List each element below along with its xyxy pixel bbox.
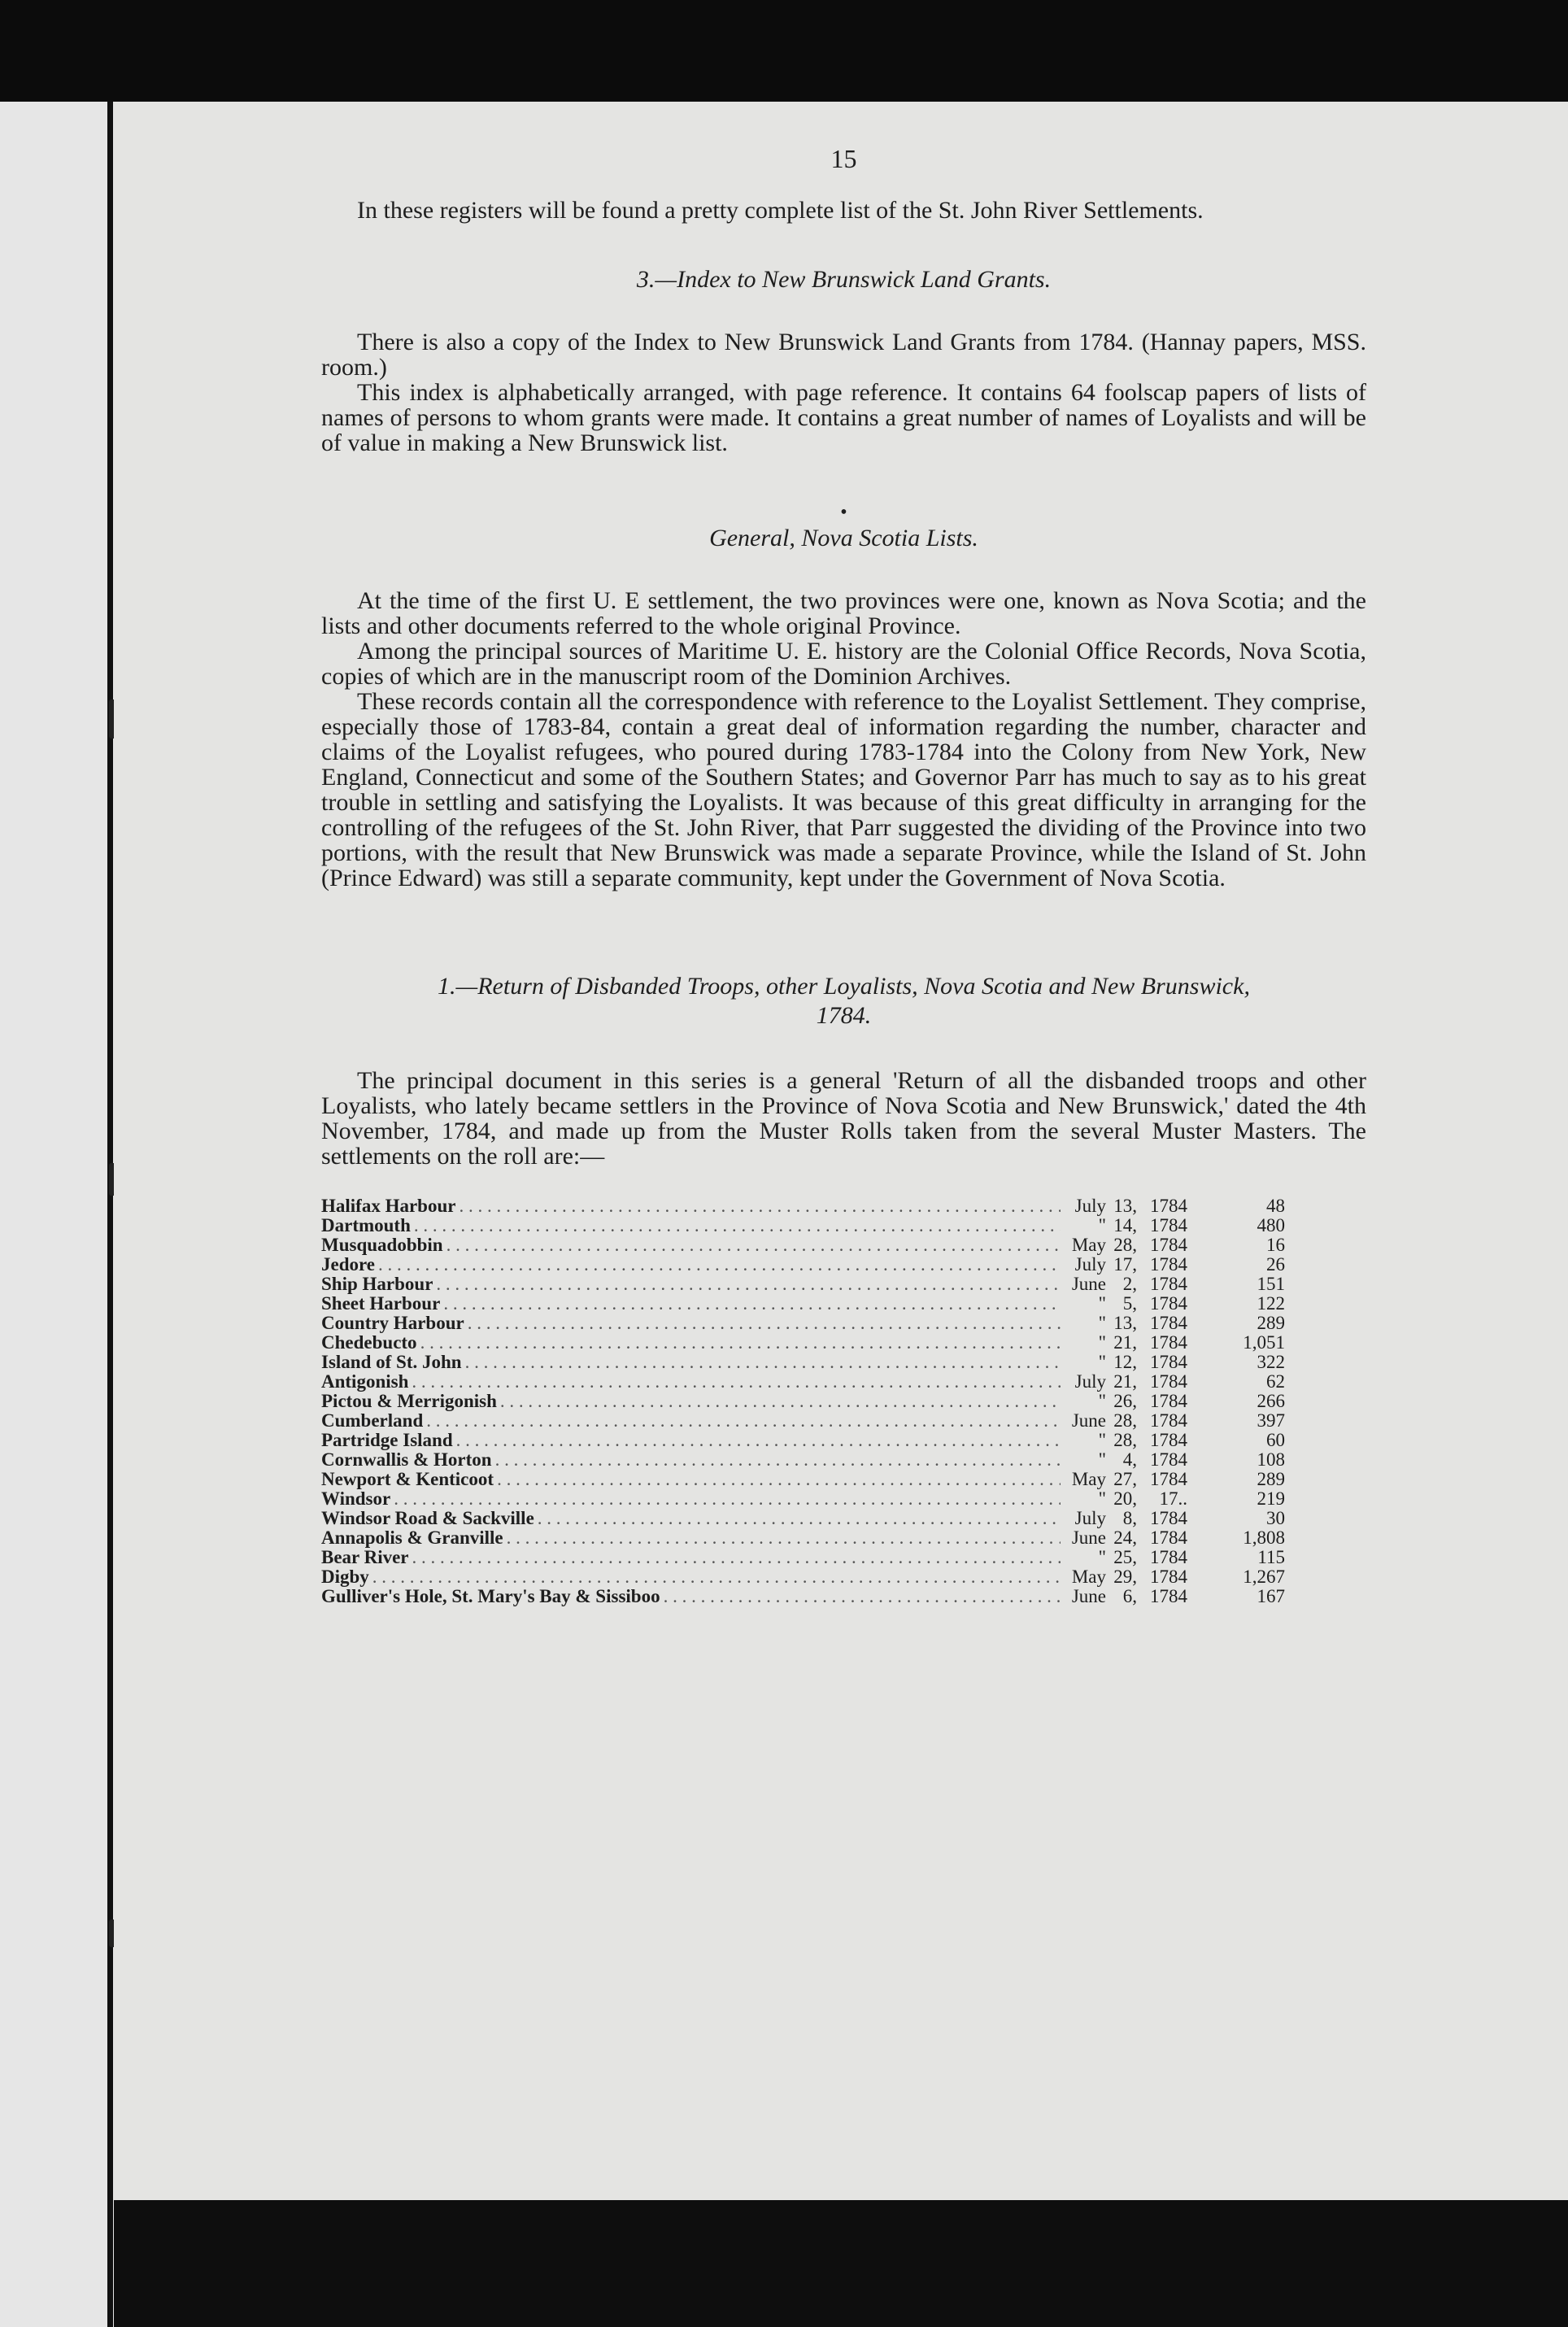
settlement-name: Windsor Road & Sackville [321, 1508, 534, 1528]
page-content [321, 146, 1366, 1606]
settlement-count: 48 [1266, 1196, 1285, 1216]
settlement-day: 26, [1113, 1391, 1137, 1411]
settlement-row [321, 1431, 1285, 1450]
settlement-count: 62 [1266, 1371, 1285, 1392]
settlement-name: Sheet Harbour [321, 1293, 441, 1314]
settlement-name: Annapolis & Granville [321, 1527, 503, 1548]
dot-leader [412, 1548, 1061, 1567]
settlement-day: 13, [1113, 1313, 1137, 1333]
settlement-day: 2, [1122, 1274, 1137, 1294]
settlement-row [321, 1509, 1285, 1528]
settlement-day: 20, [1113, 1488, 1137, 1509]
settlement-name: Halifax Harbour [321, 1196, 456, 1216]
settlement-name: Country Harbour [321, 1313, 464, 1333]
return-heading-line: 1.—Return of Disbanded Troops, other Loyalists, Nova Scotia and New Brunswick, [438, 973, 1250, 1000]
settlement-name: Island of St. John [321, 1352, 462, 1372]
settlement-name: Bear River [321, 1547, 409, 1567]
settlement-name: Pictou & Merrigonish [321, 1391, 497, 1411]
settlement-count: 322 [1257, 1352, 1285, 1372]
settlement-name: Cumberland [321, 1410, 424, 1431]
settlement-count: 266 [1257, 1391, 1285, 1411]
general-paragraph-2: Among the principal sources of Maritime U. E. history are the Colonial Office Records, Nova Scotia, copies of which are in the manuscript room of the Dominion Archives. [321, 638, 1366, 690]
settlement-month: " [1098, 1332, 1106, 1353]
settlement-row [321, 1587, 1285, 1606]
settlement-year: 1784 [1150, 1586, 1187, 1606]
settlement-year: 17.. [1159, 1488, 1187, 1509]
settlement-year: 1784 [1150, 1449, 1187, 1470]
section-heading-general-lists: General, Nova Scotia Lists. [709, 525, 978, 551]
settlement-name: Jedore [321, 1254, 376, 1275]
land-grants-paragraph-1: There is also a copy of the Index to New Brunswick Land Grants from 1784. (Hannay papers, MSS. room.) [321, 329, 1366, 381]
settlement-day: 12, [1113, 1352, 1137, 1372]
section-heading-return [321, 972, 1366, 1031]
scanner-top-border [0, 0, 1568, 102]
settlement-count: 16 [1266, 1235, 1285, 1255]
settlement-count: 122 [1257, 1293, 1285, 1314]
settlement-count: 26 [1266, 1254, 1285, 1275]
settlement-count: 60 [1266, 1430, 1285, 1450]
settlement-row [321, 1450, 1285, 1470]
settlement-row [321, 1255, 1285, 1275]
settlement-count: 1,051 [1243, 1332, 1285, 1353]
settlement-year: 1784 [1150, 1332, 1187, 1353]
dot-leader [465, 1353, 1061, 1372]
settlement-day: 13, [1113, 1196, 1137, 1216]
settlement-day: 21, [1113, 1332, 1137, 1353]
settlement-name: Musquadobbin [321, 1235, 443, 1255]
dot-leader [414, 1216, 1061, 1235]
settlement-row [321, 1216, 1285, 1235]
settlement-year: 1784 [1150, 1391, 1187, 1411]
settlement-count: 480 [1257, 1215, 1285, 1235]
settlement-month: May [1071, 1469, 1106, 1489]
settlement-row [321, 1489, 1285, 1509]
settlement-day: 24, [1113, 1527, 1137, 1548]
settlement-month: " [1098, 1547, 1106, 1567]
settlement-day: 4, [1122, 1449, 1137, 1470]
settlement-month: July [1074, 1196, 1106, 1216]
settlement-name: Gulliver's Hole, St. Mary's Bay & Sissiboo [321, 1586, 660, 1606]
general-paragraph-3: These records contain all the correspondence with reference to the Loyalist Settlement. They comprise, especially those of 1783-84, contain a great deal of information regarding the number, character and claims of the Loyalist refugees, who poured during 1783-1784 into the Colony from New York, New England, Connecticut and some of the Southern States; and Governor Parr has much to say as to his great trouble in settling and satisfying the Loyalists. It was because of this great difficulty in arranging for the controlling of the refugees of the St. John River, that Parr suggested the dividing of the Province into two portions, with the result that New Brunswick was made a separate Province, while the Island of St. John (Prince Edward) was still a separate community, kept under the Government of Nova Scotia. [321, 688, 1366, 891]
dot-leader [459, 1196, 1061, 1216]
settlement-count: 30 [1266, 1508, 1285, 1528]
settlement-row [321, 1196, 1285, 1216]
section-heading-land-grants: 3.—Index to New Brunswick Land Grants. [636, 266, 1052, 293]
settlement-year: 1784 [1150, 1469, 1187, 1489]
settlement-day: 28, [1113, 1430, 1137, 1450]
settlement-month: June [1071, 1527, 1106, 1548]
settlement-year: 1784 [1150, 1196, 1187, 1216]
page-number: 15 [830, 144, 857, 173]
land-grants-paragraph-2: This index is alphabetically arranged, with page reference. It contains 64 foolscap papers of lists of names of persons to whom grants were made. It contains a great number of names of Loyalists and will be of value in making a New Brunswick list. [321, 379, 1366, 456]
dot-leader [495, 1450, 1061, 1470]
dot-leader [468, 1314, 1061, 1333]
return-heading-year: 1784. [816, 1002, 872, 1029]
settlement-count: 219 [1257, 1488, 1285, 1509]
settlement-count: 289 [1257, 1313, 1285, 1333]
settlement-row [321, 1528, 1285, 1548]
settlement-year: 1784 [1150, 1215, 1187, 1235]
settlement-year: 1784 [1150, 1567, 1187, 1587]
settlement-month: " [1098, 1449, 1106, 1470]
settlement-row [321, 1294, 1285, 1314]
settlement-row [321, 1470, 1285, 1489]
dot-leader [664, 1587, 1061, 1606]
dot-leader [446, 1235, 1061, 1255]
dot-leader [497, 1470, 1061, 1489]
settlement-year: 1784 [1150, 1430, 1187, 1450]
settlement-day: 17, [1113, 1254, 1137, 1275]
settlement-day: 5, [1122, 1293, 1137, 1314]
bullet-mark: • [840, 502, 847, 523]
settlement-month: " [1098, 1488, 1106, 1509]
settlement-year: 1784 [1150, 1352, 1187, 1372]
settlement-month: " [1098, 1313, 1106, 1333]
settlement-year: 1784 [1150, 1235, 1187, 1255]
settlement-month: " [1098, 1391, 1106, 1411]
settlement-day: 28, [1113, 1410, 1137, 1431]
settlement-row [321, 1353, 1285, 1372]
settlement-count: 115 [1257, 1547, 1285, 1567]
settlement-year: 1784 [1150, 1547, 1187, 1567]
facing-page-edge [0, 102, 114, 2327]
settlement-month: June [1071, 1274, 1106, 1294]
settlement-row [321, 1567, 1285, 1587]
settlement-year: 1784 [1150, 1254, 1187, 1275]
settlement-row [321, 1411, 1285, 1431]
settlement-day: 25, [1113, 1547, 1137, 1567]
settlement-count: 397 [1257, 1410, 1285, 1431]
settlement-year: 1784 [1150, 1371, 1187, 1392]
dot-leader [412, 1372, 1061, 1392]
settlement-count: 108 [1257, 1449, 1285, 1470]
settlement-month: July [1074, 1508, 1106, 1528]
settlement-count: 1,267 [1243, 1567, 1285, 1587]
settlement-month: May [1071, 1235, 1106, 1255]
settlement-row [321, 1372, 1285, 1392]
dot-leader [372, 1567, 1061, 1587]
return-paragraph: The principal document in this series is a general 'Return of all the disbanded troops and other Loyalists, who lately became settlers in the Province of Nova Scotia and New Brunswick,' dated the 4th November, 1784, and made up from the Muster Rolls taken from the several Muster Masters. The settlements on the roll are:— [321, 1067, 1366, 1170]
settlement-day: 29, [1113, 1567, 1137, 1587]
settlement-name: Partridge Island [321, 1430, 453, 1450]
settlement-row [321, 1333, 1285, 1353]
settlement-count: 151 [1257, 1274, 1285, 1294]
dot-leader [420, 1333, 1061, 1353]
dot-leader [426, 1411, 1061, 1431]
scanner-bottom-border [114, 2200, 1568, 2327]
settlement-year: 1784 [1150, 1313, 1187, 1333]
settlement-day: 21, [1113, 1371, 1137, 1392]
settlement-name: Digby [321, 1567, 369, 1587]
dot-leader [538, 1509, 1061, 1528]
settlement-year: 1784 [1150, 1293, 1187, 1314]
settlement-name: Antigonish [321, 1371, 409, 1392]
settlement-day: 28, [1113, 1235, 1137, 1255]
settlement-month: July [1074, 1254, 1106, 1275]
settlement-month: " [1098, 1215, 1106, 1235]
dot-leader [443, 1294, 1061, 1314]
settlement-year: 1784 [1150, 1508, 1187, 1528]
settlement-row [321, 1548, 1285, 1567]
general-paragraph-1: At the time of the first U. E settlement, the two provinces were one, known as Nova Scotia; and the lists and other documents referred to the whole original Province. [321, 587, 1366, 639]
settlement-count: 289 [1257, 1469, 1285, 1489]
dot-leader [507, 1528, 1061, 1548]
settlement-name: Dartmouth [321, 1215, 411, 1235]
settlement-name: Windsor [321, 1488, 391, 1509]
settlement-day: 6, [1122, 1586, 1137, 1606]
settlement-name: Ship Harbour [321, 1274, 433, 1294]
settlement-row [321, 1392, 1285, 1411]
settlement-month: June [1071, 1586, 1106, 1606]
binding-rule [107, 102, 113, 2327]
settlement-month: May [1071, 1567, 1106, 1587]
settlement-month: " [1098, 1430, 1106, 1450]
settlement-count: 167 [1257, 1586, 1285, 1606]
settlement-row [321, 1235, 1285, 1255]
settlement-month: " [1098, 1352, 1106, 1372]
settlement-day: 14, [1113, 1215, 1137, 1235]
settlement-year: 1784 [1150, 1274, 1187, 1294]
dot-leader [394, 1489, 1061, 1509]
dot-leader [436, 1275, 1061, 1294]
settlement-year: 1784 [1150, 1527, 1187, 1548]
settlement-month: " [1098, 1293, 1106, 1314]
settlement-row [321, 1275, 1285, 1294]
settlement-name: Newport & Kenticoot [321, 1469, 494, 1489]
settlement-count: 1,808 [1243, 1527, 1285, 1548]
settlement-row [321, 1314, 1285, 1333]
dot-leader [378, 1255, 1061, 1275]
settlement-month: July [1074, 1371, 1106, 1392]
settlement-name: Cornwallis & Horton [321, 1449, 492, 1470]
settlement-month: June [1071, 1410, 1106, 1431]
settlement-year: 1784 [1150, 1410, 1187, 1431]
intro-paragraph: In these registers will be found a pretty complete list of the St. John River Settlements. [357, 197, 1204, 224]
settlement-day: 27, [1113, 1469, 1137, 1489]
settlement-day: 8, [1122, 1508, 1137, 1528]
settlements-table [321, 1196, 1285, 1606]
dot-leader [456, 1431, 1061, 1450]
settlement-name: Chedebucto [321, 1332, 417, 1353]
dot-leader [500, 1392, 1061, 1411]
